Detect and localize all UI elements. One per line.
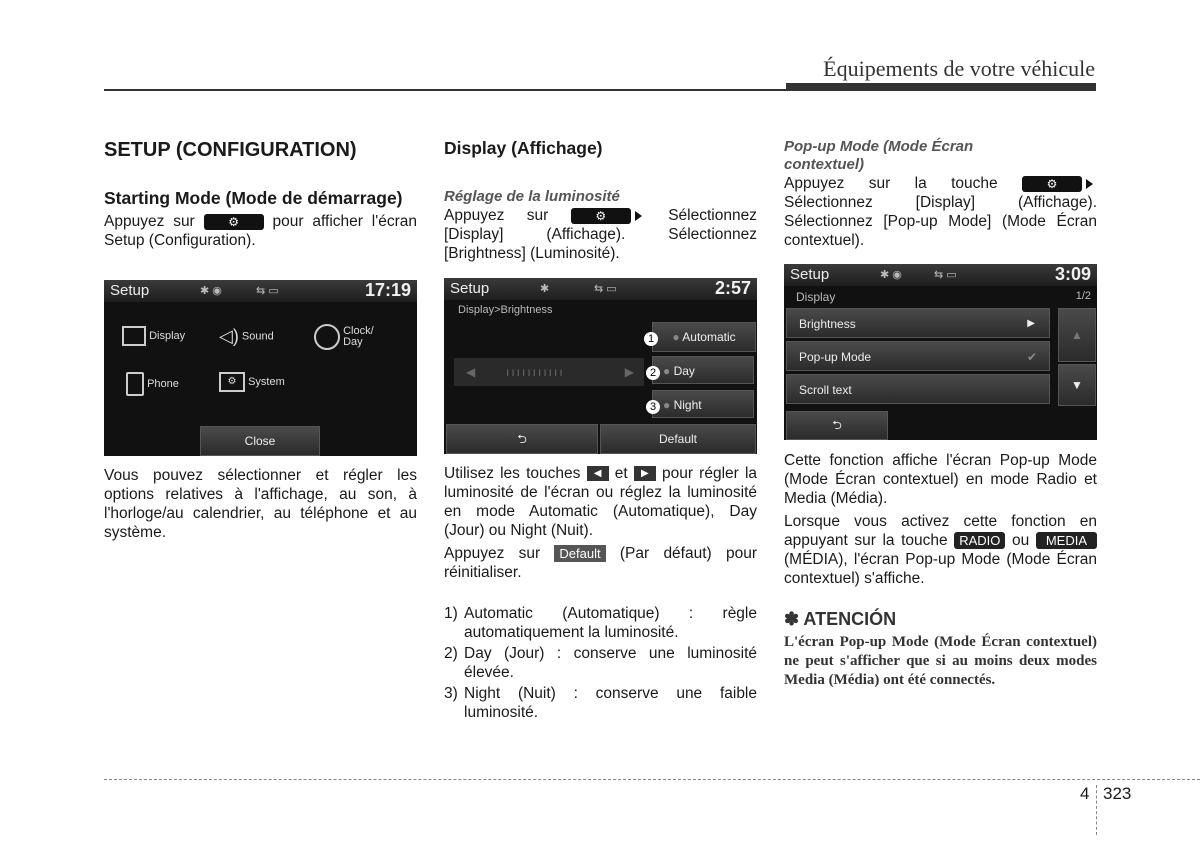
callout-3: 3 [646,400,660,414]
sound-item[interactable]: ◁) Sound [219,326,274,346]
column-1 [104,138,417,250]
right-arrow-icon[interactable]: ▶ [624,365,634,379]
slider-ticks: ııııııııııı [506,365,565,379]
header-rule [104,89,786,91]
close-button[interactable]: Close [200,426,320,456]
arrow-right-icon [635,211,642,221]
usb-icon: ⇆ ▭ [934,269,957,281]
list-item: 1) Automatic (Automatique) : règle automatiquement la luminosité. [444,605,757,641]
back-arrow-icon: ⮌ [832,418,842,432]
folder-gear-icon: ⚙ [219,372,245,392]
radio-key: RADIO [954,532,1005,549]
paragraph: Utilisez les touches ◀ et ▶ pour régler la luminosité de l'écran ou réglez la luminosité en mode Automatic (Automatique), Day (Jour) ou Night (Nuit). [444,465,758,539]
media-key: MEDIA [1036,532,1097,549]
bluetooth-icon: ✱ ◉ [880,269,902,281]
header-rule-thick [786,83,1096,91]
section-label: Display [796,290,836,304]
text: Sélectionnez [Display] (Affichage). Sélectionnez [Brightness] (Luminosité). [444,207,757,262]
radio-dot-icon: ● [663,364,671,378]
screen-time: 2:57 [714,278,751,298]
breadcrumb: Display>Brightness [458,304,553,316]
scroll-down-button[interactable] [1058,364,1096,406]
paragraph: Lorsque vous activez cette fonction en appuyant sur la touche RADIO ou MEDIA (MÉDIA), l'écran Pop-up Mode (Mode Écran contextuel) s'affiche. [784,513,1097,587]
setup-key-icon [571,208,631,224]
display-item[interactable]: Display [122,326,185,346]
footer-rule [104,779,1200,780]
page-number: 323 [1103,784,1132,803]
chevron-up-icon: ▲ [1071,328,1083,342]
day-option[interactable]: ● Day [652,356,754,384]
paragraph: Appuyez sur Default (Par défaut) pour réinitialiser. [444,545,757,581]
system-item[interactable]: ⚙ System [219,372,285,392]
clock-item[interactable]: Clock/ Day [314,324,404,350]
setup-key-icon [204,214,264,230]
callout-1: 1 [644,332,658,346]
column-1-bottom [104,466,417,542]
scroll-text-item[interactable]: Scroll text [786,374,1050,404]
spacer [784,588,1097,610]
column-2 [444,138,757,263]
sub-title: Starting Mode (Mode de démarrage) [104,188,403,208]
usb-icon: ⇆ ▭ [594,283,617,295]
checkmark-icon: ✔ [1026,350,1037,364]
column-2-bottom [444,464,757,724]
sub-title: Réglage de la luminosité [444,188,620,205]
clock-icon [314,324,340,350]
attention-body: L'écran Pop-up Mode (Mode Écran contextuel) ne peut s'afficher que si au moins deux modes Media (Média) ont été connectés. [784,634,1097,688]
paragraph: Cette fonction affiche l'écran Pop-up Mode (Mode Écran contextuel) en mode Radio et Media (Média). [784,452,1097,507]
section-title: Display (Affichage) [444,138,603,158]
back-button[interactable] [786,411,888,440]
display-icon [122,326,146,346]
list-item: 3) Night (Nuit) : conserve une faible luminosité. [444,685,757,721]
screen-time: 17:19 [364,280,411,300]
attention-title: ✽ ATENCIÓN [784,609,897,629]
radio-dot-icon: ● [672,330,680,344]
bluetooth-icon: ✱ ◉ [200,285,222,297]
scroll-up-button[interactable] [1058,308,1096,362]
default-button[interactable]: Default [600,424,756,454]
paragraph [444,206,757,263]
bluetooth-icon: ✱ [540,283,550,295]
brightness-slider[interactable] [454,358,644,386]
paragraph: Appuyez sur la touche ⚙ Sélectionnez [Display] (Affichage). Sélectionnez [Pop-up Mode] (Mode Écran contextuel). [784,174,1097,250]
right-arrow-icon: ▶ [634,466,656,481]
numbered-list [444,604,757,722]
usb-icon: ⇆ ▭ [256,285,279,297]
spacer [444,582,757,604]
text: pour afficher l'écran Setup (Configuration). [104,213,417,249]
back-arrow-icon: ⮌ [517,432,527,446]
section-title: SETUP (CONFIGURATION) [104,139,357,161]
chevron-down-icon: ▼ [1071,378,1083,392]
chevron-right-icon: ▶ [1027,318,1035,329]
setup-key-icon [1022,176,1082,192]
left-arrow-icon[interactable]: ◀ [466,365,476,379]
back-button[interactable] [446,424,598,454]
list-item: 2) Day (Jour) : conserve une luminosité élevée. [444,645,757,681]
speaker-icon: ◁) [219,326,239,346]
screen-time: 3:09 [1054,264,1091,284]
header-title: Équipements de votre véhicule [823,56,1095,81]
popup-mode-item[interactable]: Pop-up Mode ✔ [786,341,1050,371]
callout-2: 2 [646,366,660,380]
column-3-bottom [784,451,1097,690]
phone-icon [126,372,144,396]
screen-title: Setup [450,280,490,297]
sub-title: Pop-up Mode (Mode Écran contextuel) [784,138,974,173]
brightness-screen [444,278,757,454]
column-3 [784,138,1097,250]
footer-divider [1096,785,1097,835]
popup-mode-screen [784,264,1097,440]
arrow-right-icon [1086,179,1093,189]
text: Appuyez sur [444,207,549,224]
left-arrow-icon: ◀ [587,466,609,481]
phone-item[interactable]: Phone [126,372,179,396]
paragraph: Vous pouvez sélectionner et régler les options relatives à l'affichage, au son, à l'horloge/au calendrier, au téléphone et au système. [104,467,417,541]
default-chip: Default [554,545,605,562]
text: Appuyez sur [104,213,195,230]
page-indicator: 1/2 [1075,290,1091,302]
screen-title: Setup [110,282,150,299]
chapter-number: 4 [1080,784,1090,803]
radio-dot-icon: ● [663,398,671,412]
night-option[interactable]: ● Night [652,390,754,418]
screen-title: Setup [790,266,830,283]
automatic-option[interactable]: ● Automatic [652,322,756,352]
brightness-item[interactable]: Brightness ▶ [786,308,1050,338]
paragraph [104,212,417,250]
setup-screen [104,280,417,456]
